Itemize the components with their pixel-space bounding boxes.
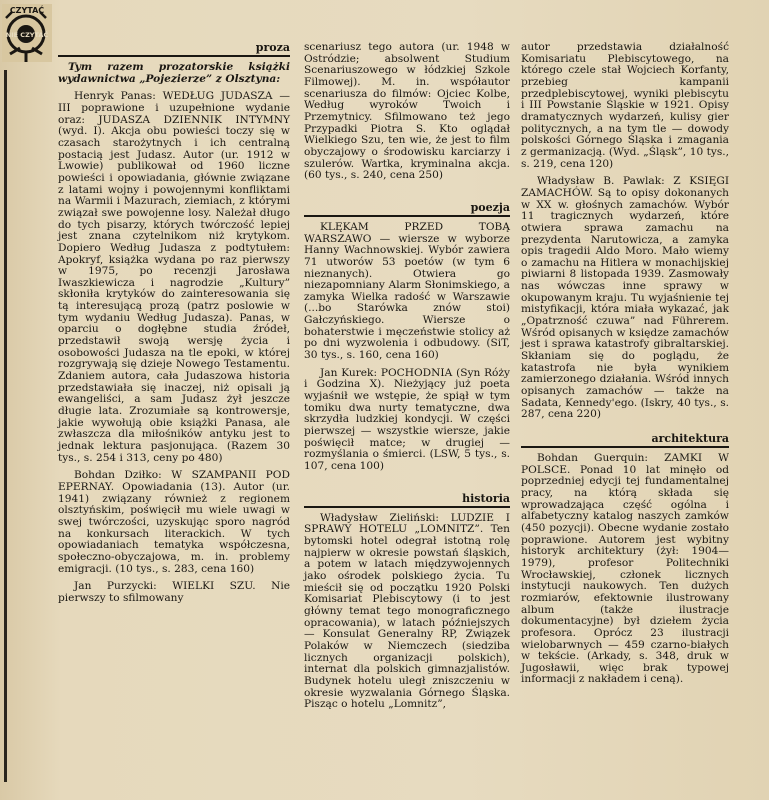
review-panas: Henryk Panas: WEDŁUG JUDASZA — III poprawione i uzupełnione wydanie oraz: JUDASZA DZIENNIK INTYMNY (wyd. I). Akcja obu powieści toczy się w czasach starożytnych i ich centralną postacią jest Judasz. Autor (ur. 1912 w Lwowie) publikował od 1960 liczne powieści i opowiadania, głównie związane z latami wojny i powojennymi konfliktami na Warmii i Mazurach, ziemiach, z którymi związał swe powojenne losy. Należał długo do tych pisarzy, których twórczość lepiej jest znana czytelnikom niż krytykom. Dopiero Według Judasza z podtytułem: Apokryf, książka wydana po raz pierwszy w 1975, po recenzji Jarosława Iwaszkiewicza i nagrodzie „Kultury” skłoniła krytyków do zainteresowania się tą interesującą prozą (patrz poslowie w tym wydaniu Według Judasza). Panas, w oparciu o dogłębne studia źródeł, przedstawił swoją wersję życia i osobowości Judasza na tle epoki, w której rozgrywają się dzieje Nowego Testamentu. Zdaniem autora, cała Judaszowa historia przedstawiała się inaczej, niż opisali ją ewangeliści, a sam Judasz żył jeszcze długie lata. Zrozumiałe są kontrowersje, jakie wywołują obie książki Panasa, ale zwłaszcza dla miłośników antyku jest to jednak lektura pasjonująca. (Razem 30 tys., s. 254 i 313, ceny po 480) — [58, 90, 290, 464]
left-border-rule — [4, 70, 7, 782]
column-1 — [58, 42, 290, 611]
review-zielinski: Władysław Zieliński: LUDZIE I SPRAWY HOTELU „LOMNITZ”. Ten bytomski hotel odegrał istotną rolę najpierw w okresie powstań śląskich, a potem w latach międzywojennych jako ośrodek polskiego życia. Tu mieścił się od początku 1920 Polski Komisariat Plebiscytowy (i to jest główny temat tego monograficznego opracowania), w latach późniejszych — Konsulat Generalny RP, Związek Polaków w Niemczech (siedziba licznych organizacji polskich), internat dla polskich gimnazjalistów. Budynek hotelu uległ zniszczeniu w okresie wyzwalania Górnego Śląska. Pisząc o hotelu „Lomnitz”, — [304, 511, 510, 711]
column-logo — [2, 4, 52, 62]
logo-line2: albo — [21, 18, 33, 24]
review-zielinski-cont: autor przedstawia działalność Komisariatu Plebiscytowego, na którego czele stał Wojciech Korfanty, przebieg kampanii przedplebiscytowej, wyniki plebiscytu i III Powstanie Śląskie w 1921. Opisy dramatycznych wydarzeń, kulisy gier politycznych, a na tym tle — dowody polskości Górnego Śląska i zmagania z germanizacją. (Wyd. „Śląsk”, 10 tys., s. 219, cena 120) — [521, 41, 729, 170]
column-3 — [521, 42, 729, 692]
review-klekam: KLĘKAM PRZED TOBĄ WARSZAWO — wiersze w wyborze Hanny Wachnowskiej. Wybór zawiera 71 utworów 53 poetów (w tym 6 nieznanych). Otwiera go niezapomniany Alarm Słonimskiego, a zamyka Wielka radość w Warszawie (...bo Starówka znów stoi) Gałczyńskiego. Wiersze o bohaterstwie i męczeństwie stolicy aż po dni wyzwolenia i odbudowy. (SiT, 30 tys., s. 160, cena 160) — [304, 220, 510, 362]
section-heading-proza: proza — [58, 42, 290, 57]
section-heading-poezja: poezja — [304, 202, 510, 217]
section-heading-architektura: architektura — [521, 433, 729, 448]
column-2 — [304, 42, 510, 717]
review-purzycki-cont: scenariusz tego autora (ur. 1948 w Ostródzie; absolwent Studium Scenariuszowego w łódzkiej Szkole Filmowej). M. in. współautor scenariusza do filmów: Ojciec Kolbe, Według wyroków Twoich i Przemytnicy. Sfilmowano też jego Przypadki Piotra S. Kto oglądał Wielkiego Szu, ten wie, że jest to film obyczajowy o środowisku karciarzy i szulerów. Wartka, kryminalna akcja. (60 tys., s. 240, cena 250) — [304, 41, 510, 182]
review-dzilko: Bohdan Dziłko: W SZAMPANII POD EPERNAY. Opowiadania (13). Autor (ur. 1941) związany również z regionem olsztyńskim, poświęcił mu wiele uwagi w swej twórczości, uzyskując sporo nagród na konkursach literackich. W tych opowiadaniach tematyka współczesna, społeczno-obyczajowa, m. in. problemy emigracji. (10 tys., s. 283, cena 160) — [58, 469, 290, 575]
review-purzycki-start: Jan Purzycki: WIELKI SZU. Nie pierwszy to sfilmowany — [58, 580, 290, 604]
review-kurek: Jan Kurek: POCHODNIA (Syn Róży i Godzina X). Nieżyjący już poeta wyjaśnił we wstępie, że spiął w tym tomiku dwa nurty tematyczne, dwa skrzydła ludzkiej kondycji. W części pierwszej — wszystkie wiersze, jakie poświęcił matce; w drugiej — rozmyślania o śmierci. (LSW, 5 tys., s. 107, cena 100) — [304, 366, 510, 472]
section-heading-historia: historia — [304, 493, 510, 508]
logo-line1: CZYTAĆ — [9, 6, 45, 15]
intro-text: Tym razem prozatorskie książki wydawnictwa „Pojezierze” z Olsztyna: — [58, 61, 290, 85]
review-guerquin: Bohdan Guerquin: ZAMKI W POLSCE. Ponad 10 lat minęło od poprzedniej edycji tej fundamentalnej pracy, na którą składa się wprowadzająca część ogólna i alfabetyczny katalog naszych zamków (450 pozycji). Obecne wydanie zostało poprawione. Autorem jest wybitny historyk architektury (żył: 1904—1979), profesor Politechniki Wrocławskiej, członek licznych instytucji naukowych. Ten dużych rozmiarów, efektownie ilustrowany album (także ilustracje dokumentacyjne) był dziełem życia profesora. Oprócz 23 ilustracji wielobarwnych — 459 czarno-białych w tekście. (Arkady, s. 348, druk w Jugosławii, więc brak typowej informacji z nakładem i ceną). — [521, 452, 729, 686]
review-pawlak: Władysław B. Pawlak: Z KSIĘGI ZAMACHÓW. Są to opisy dokonanych w XX w. głośnych zamachów. Wybór 11 tragicznych wydarzeń, które otwiera sprawa zamachu na prezydenta Narutowicza, a zamyka opis tragedii Aldo Moro. Mało wiemy o zamachu na Hitlera w monachijskiej piwiarni 8 listopada 1939. Zasmowały nas wówczas inne sprawy w okupowanym kraju. Tu wyjaśnienie tej mistyfikacji, która miała wykazać, jak „Opatrzność czuwa” nad Führerem. Wśród opisanych w księdze zamachów jest i sprawa katastrofy gibraltarskiej. Skłaniam się do poglądu, że katastrofa nie była wynikiem zamierzonego działania. Wśród innych opisanych zamachów — także na Sadata, Kennedy'ego. (Iskry, 40 tys., s. 287, cena 220) — [521, 175, 729, 421]
logo-line3: NIE CZYTAĆ — [5, 31, 49, 39]
